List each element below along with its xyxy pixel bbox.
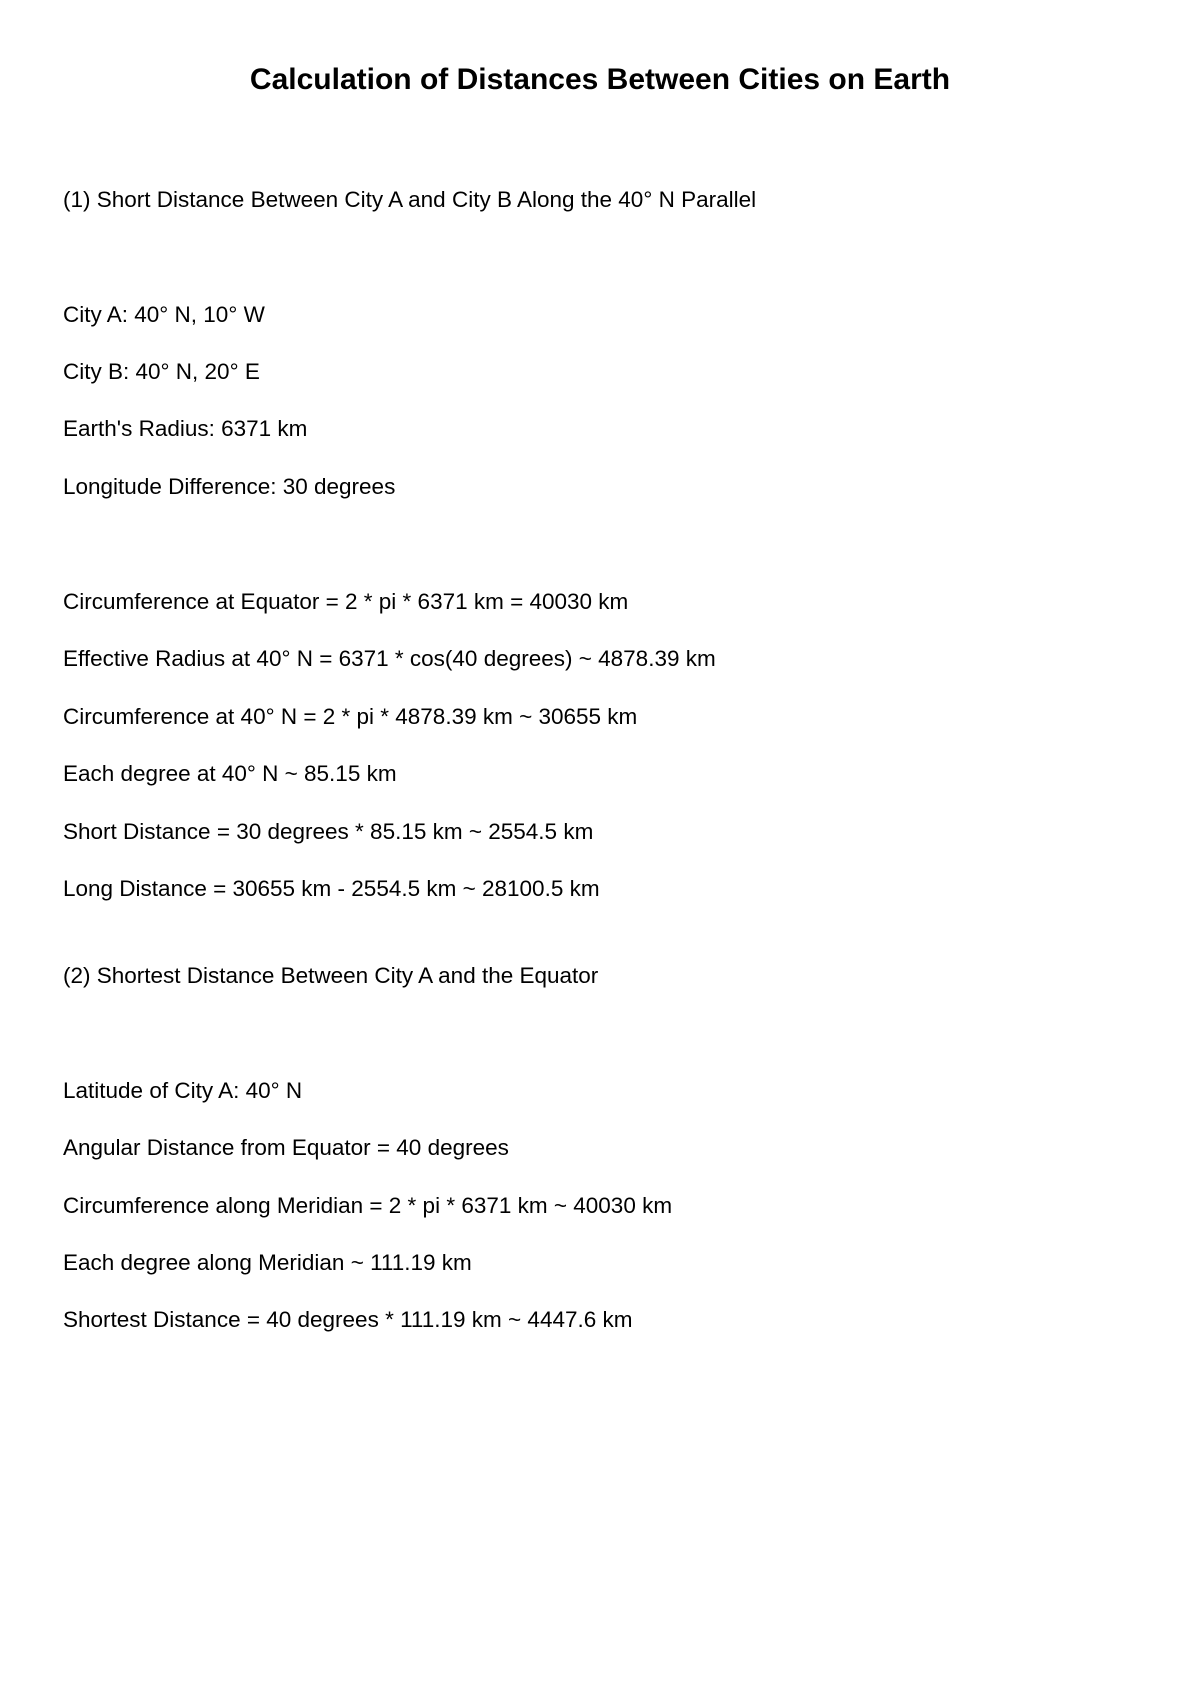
section-1-heading: (1) Short Distance Between City A and City B Along the 40° N Parallel [63, 187, 757, 212]
given-longitude-difference: Longitude Difference: 30 degrees [63, 474, 396, 499]
given-city-a: City A: 40° N, 10° W [63, 302, 265, 327]
shortest-distance: Shortest Distance = 40 degrees * 111.19 km ~ 4447.6 km [63, 1307, 633, 1332]
step-long-distance: Long Distance = 30655 km - 2554.5 km ~ 28100.5 km [63, 876, 600, 901]
step-parallel-circumference: Circumference at 40° N = 2 * pi * 4878.39 km ~ 30655 km [63, 704, 638, 729]
given-city-b: City B: 40° N, 20° E [63, 359, 260, 384]
latitude-city-a: Latitude of City A: 40° N [63, 1078, 303, 1103]
section-2-heading: (2) Shortest Distance Between City A and the Equator [63, 963, 599, 988]
meridian-degree-length: Each degree along Meridian ~ 111.19 km [63, 1250, 472, 1275]
meridian-circumference: Circumference along Meridian = 2 * pi * 6371 km ~ 40030 km [63, 1193, 673, 1218]
step-short-distance: Short Distance = 30 degrees * 85.15 km ~ 2554.5 km [63, 819, 594, 844]
given-earth-radius: Earth's Radius: 6371 km [63, 416, 308, 441]
step-effective-radius: Effective Radius at 40° N = 6371 * cos(40 degrees) ~ 4878.39 km [63, 646, 716, 671]
step-equator-circumference: Circumference at Equator = 2 * pi * 6371 km = 40030 km [63, 589, 629, 614]
angular-distance: Angular Distance from Equator = 40 degrees [63, 1135, 509, 1160]
page-title: Calculation of Distances Between Cities on Earth [249, 63, 951, 96]
step-degree-length: Each degree at 40° N ~ 85.15 km [63, 761, 397, 786]
